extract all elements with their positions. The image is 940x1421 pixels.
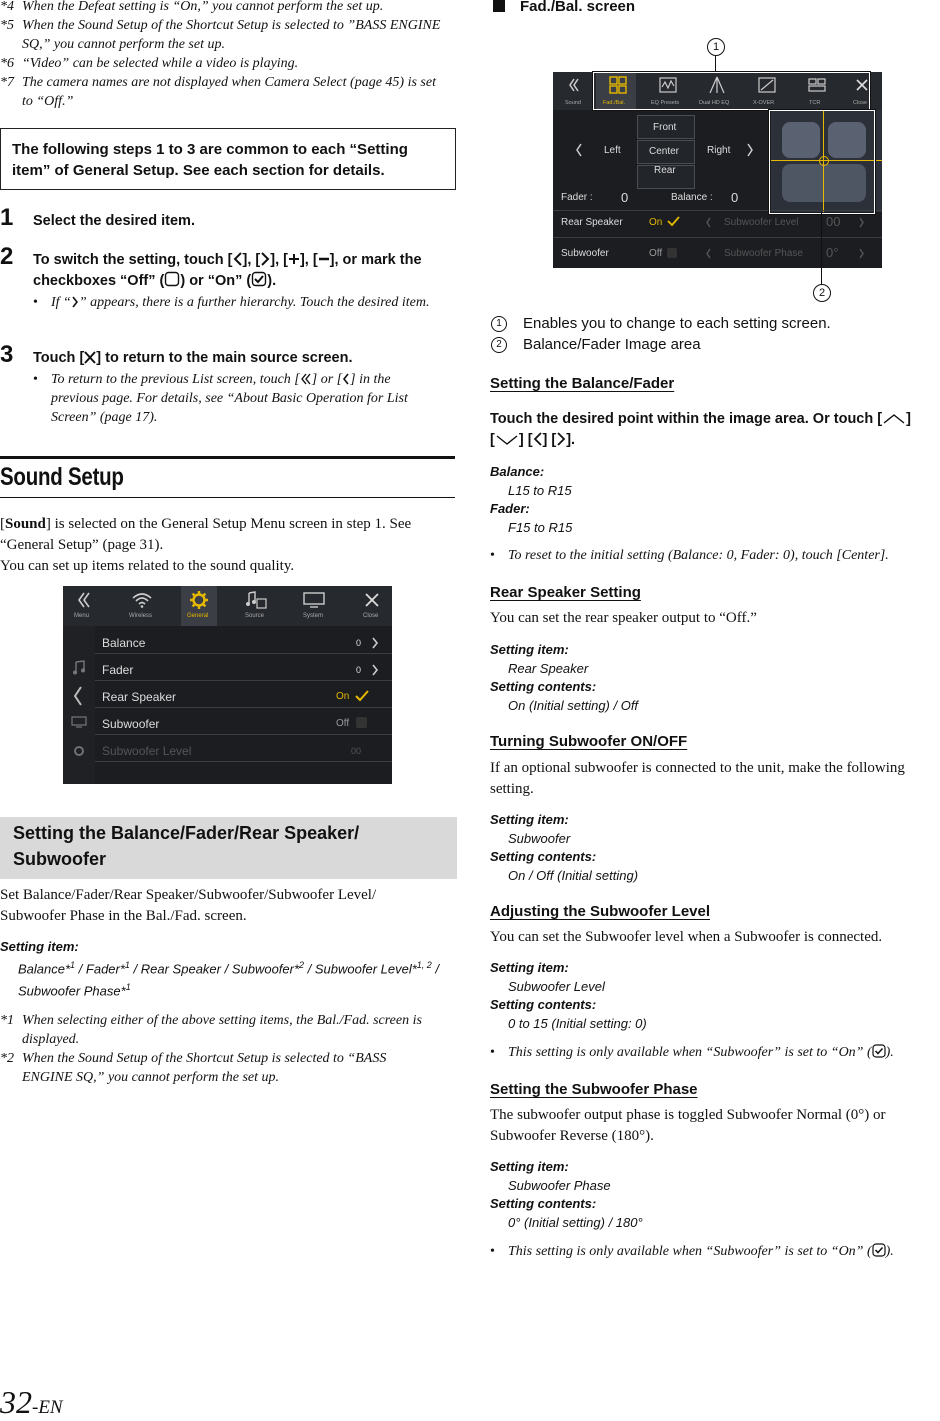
subwoofer-phase-label: Subwoofer Phase — [724, 248, 803, 259]
callout-text: Balance/Fader Image area — [523, 336, 701, 353]
chevron-down-icon — [495, 434, 519, 446]
list-item-label[interactable]: Balance — [102, 636, 146, 650]
bullet: • To return to the previous List screen, touch [ ] or [ ] in the previous page. For details, see “About Basic Operation for List Screen” (page 17). — [33, 372, 408, 425]
text: ] or [ — [311, 372, 343, 387]
text: ] is selected on the General Setup Menu screen in step 1. See “General Setup” (page 31). — [0, 516, 412, 553]
double-chevron-left-icon — [300, 373, 312, 385]
subwoofer-level-label: Subwoofer Level — [724, 217, 799, 228]
chevron-right-icon — [858, 248, 865, 259]
text: Setting the Balance/Fader/Rear Speaker/ Subwoofer — [13, 823, 360, 869]
callout-line — [821, 213, 822, 284]
setting-contents-value: 0 to 15 (Initial setting: 0) — [508, 1016, 647, 1031]
list-item-value: 00 — [351, 746, 362, 756]
list-item-label[interactable]: Rear Speaker — [102, 690, 177, 704]
tab-label[interactable]: Wireless — [129, 613, 153, 619]
checkmark-icon[interactable] — [355, 690, 369, 702]
setting-label: Balance: — [490, 464, 545, 479]
section-heading: Rear Speaker Setting — [490, 584, 641, 601]
setting-item-label: Setting item: — [490, 1159, 569, 1174]
paragraph — [0, 514, 455, 556]
close-icon[interactable] — [365, 593, 379, 607]
subsection-heading: Fad./Bal. screen — [520, 0, 636, 15]
chevron-up-icon — [882, 413, 906, 425]
footnote-mark: *5 — [0, 18, 14, 33]
tab-label[interactable]: Fad./Bal. — [603, 100, 626, 106]
tab-label[interactable]: Menu — [74, 613, 90, 619]
setting-contents-label: Setting contents: — [490, 679, 597, 694]
subwoofer-label[interactable]: Subwoofer — [561, 248, 609, 259]
checkmark-icon[interactable] — [667, 216, 680, 227]
section-heading: Adjusting the Subwoofer Level — [490, 903, 711, 920]
section-rule — [0, 456, 455, 459]
paragraph: Set Balance/Fader/Rear Speaker/Subwoofer/Subwoofer Level/ Subwoofer Phase in the Bal./Fad. screen. — [0, 887, 377, 924]
tab-label[interactable]: TCR — [809, 100, 821, 106]
list-item-value: 0 — [356, 638, 362, 648]
checkbox-off-icon — [164, 271, 180, 287]
setting-contents-value: 0° (Initial setting) / 180° — [508, 1215, 643, 1230]
text: ], [ — [299, 252, 318, 268]
step-number: 3 — [0, 341, 14, 368]
text: ], or mark the checkboxes “Off” ( — [33, 252, 422, 289]
music-source-icon — [245, 590, 267, 610]
text: [ — [0, 516, 5, 532]
callout-marker: 1 — [491, 316, 507, 332]
front-label: Front — [653, 122, 677, 133]
music-note-icon — [72, 660, 86, 676]
center-label: Center — [649, 146, 680, 157]
section-heading: Setting the Balance/Fader — [490, 375, 675, 392]
footnote — [0, 54, 455, 73]
list-item-value: Off — [336, 718, 350, 729]
text: Touch [ — [33, 350, 85, 366]
text: To switch the setting, touch [ — [33, 252, 233, 268]
setting-contents-value: On / Off (Initial setting) — [508, 868, 639, 883]
chevron-right-icon[interactable] — [371, 664, 379, 676]
footnote-text: When the Sound Setup of the Shortcut Setup is selected to “BASS ENGINE SQ,” you cannot perform the set up. — [22, 1051, 387, 1085]
subwoofer-level-value: 00 — [826, 214, 841, 229]
chevron-right-icon — [71, 296, 79, 308]
callout-line — [715, 56, 716, 73]
tab-label[interactable]: Source — [245, 613, 265, 619]
chevron-right-icon — [858, 217, 865, 228]
setting-item-value: Rear Speaker — [508, 661, 589, 676]
footnote-text: When the Sound Setup of the Shortcut Setup is selected to ”BASS ENGINE SQ,” you cannot perform the set up. — [22, 18, 441, 52]
list-item-value: On — [336, 691, 350, 702]
paragraph: The subwoofer output phase is toggled Subwoofer Normal (0°) or Subwoofer Reverse (180°). — [490, 1107, 886, 1144]
back-icon — [77, 591, 91, 609]
bullet: • This setting is only available when “Subwoofer” is set to “On” ( ). — [490, 1244, 894, 1259]
setting-contents-label: Setting contents: — [490, 997, 597, 1012]
chevron-left-icon — [233, 252, 243, 266]
footnote-mark: *4 — [0, 0, 14, 14]
rear-speaker-label[interactable]: Rear Speaker — [561, 217, 623, 228]
text: To return to the previous List screen, touch [ — [51, 372, 300, 387]
setting-item-label: Setting item: — [490, 960, 569, 975]
chevron-left-icon[interactable] — [575, 143, 583, 157]
step-text — [33, 348, 353, 369]
callout-marker: 2 — [813, 284, 831, 302]
section-heading: Setting the Subwoofer Phase — [490, 1081, 698, 1098]
note-box — [0, 128, 456, 190]
instruction: Touch the desired point within the image area. Or touch [ ] [ ] [ ] [ ]. — [490, 411, 911, 448]
footnote-mark: *1 — [0, 1013, 14, 1028]
list-item-label[interactable]: Subwoofer — [102, 717, 160, 731]
chevron-left-icon — [705, 217, 712, 228]
square-bullet — [493, 0, 505, 12]
footnote-mark: *2 — [0, 1051, 14, 1066]
setting-item-value: Balance*$^1$ / Fader*$^1$ / Rear Speaker / Subwoofer*$^2$ / Subwoofer Level*$^{1, 2}$ / Subwoofer Phase*$^1$ — [18, 960, 440, 999]
step-text — [33, 250, 455, 292]
text: ). — [267, 273, 277, 289]
back-icon[interactable] — [568, 77, 580, 93]
tab-label[interactable]: Dual HD EQ — [699, 100, 730, 106]
chevron-right-icon — [260, 252, 270, 266]
footnote — [0, 16, 455, 54]
balance-label: Balance : — [671, 192, 713, 203]
callout-marker: 1 — [707, 38, 725, 56]
gear-icon — [72, 744, 86, 758]
list-item-label: Subwoofer Level — [102, 744, 192, 758]
text: Sound — [5, 516, 46, 532]
section-heading: Turning Subwoofer ON/OFF — [490, 733, 688, 750]
setting-contents-label: Setting contents: — [490, 1196, 597, 1211]
tab-label[interactable]: Close — [853, 100, 868, 106]
text: If “ — [51, 295, 71, 310]
checkbox-off[interactable] — [356, 717, 367, 728]
balance-value: 0 — [731, 190, 739, 205]
paragraph: You can set the rear speaker output to “Off.” — [490, 610, 757, 626]
bullet: • If “ ” appears, there is a further hierarchy. Touch the desired item. — [33, 295, 430, 310]
subwoofer-value: Off — [649, 248, 663, 259]
monitor-icon — [303, 592, 325, 608]
setting-item-label: Setting item: — [490, 642, 569, 657]
rear-label: Rear — [654, 165, 676, 176]
bullet: • To reset to the initial setting (Balance: 0, Fader: 0), touch [Center]. — [490, 548, 889, 563]
setting-item-label: Setting item: — [490, 812, 569, 827]
chevron-left-icon — [705, 248, 712, 259]
chevron-left-icon — [342, 373, 350, 385]
setting-item-value: Subwoofer Level — [508, 979, 605, 994]
step-number: 2 — [0, 243, 14, 270]
bullet: • This setting is only available when “Subwoofer” is set to “On” ( ). — [490, 1045, 894, 1060]
list-item-label[interactable]: Fader — [102, 663, 134, 677]
text: ” appears, there is a further hierarchy. Touch the desired item. — [78, 295, 430, 310]
setting-item-label: Setting item: — [0, 939, 79, 954]
monitor-icon — [71, 716, 87, 728]
setting-item-value: Subwoofer — [508, 831, 571, 846]
footnote — [0, 73, 455, 111]
list-item-value: 0 — [356, 665, 362, 675]
checkbox-on-icon — [872, 1243, 886, 1257]
plus-icon — [288, 252, 300, 266]
tab-label[interactable]: EQ Presets — [651, 100, 680, 106]
callout-marker: 2 — [491, 337, 507, 353]
subwoofer-phase-value: 0° — [826, 245, 839, 260]
section-title: Sound Setup — [0, 463, 124, 491]
left-label[interactable]: Left — [604, 145, 621, 156]
chevron-right-icon[interactable] — [371, 637, 379, 649]
chevron-right-icon — [556, 432, 566, 446]
paragraph: You can set up items related to the sound quality. — [0, 558, 295, 574]
setting-label: Fader: — [490, 501, 530, 516]
footnote-text: When selecting either of the above setting items, the Bal./Fad. screen is displayed. — [22, 1013, 422, 1047]
footnote-text: “Video” can be selected while a video is playing. — [22, 56, 299, 71]
footnote-text: When the Defeat setting is “On,” you cannot perform the set up. — [22, 0, 384, 14]
text: ] in the previous page. For details, see “About Basic Operation for List Screen” (page 17). — [51, 372, 408, 425]
chevron-right-icon[interactable] — [746, 143, 754, 157]
footnote — [0, 0, 455, 16]
callout-frame — [769, 110, 875, 214]
fader-label: Fader : — [561, 192, 593, 203]
section-rule — [0, 497, 455, 498]
general-setup-screenshot — [63, 586, 392, 784]
text: ) or “On” ( — [180, 273, 252, 289]
setting-value: F15 to R15 — [508, 520, 573, 535]
tab-label[interactable]: General — [187, 613, 209, 619]
paragraph: If an optional subwoofer is connected to the unit, make the following setting. — [490, 760, 905, 797]
right-label[interactable]: Right — [707, 145, 731, 156]
note-text: The following steps 1 to 3 are common to each “Setting item” of General Setup. See each section for details. — [12, 141, 408, 179]
tab-label[interactable]: System — [303, 613, 324, 619]
fader-value: 0 — [621, 190, 629, 205]
page-number: 32-EN — [0, 1384, 63, 1420]
step-number: 1 — [0, 204, 14, 231]
gear-icon — [189, 590, 209, 610]
setting-item-value: Subwoofer Phase — [508, 1178, 611, 1193]
close-icon — [84, 351, 96, 364]
setting-contents-value: On (Initial setting) / Off — [508, 698, 639, 713]
wifi-icon — [131, 592, 153, 608]
chevron-left-icon[interactable] — [73, 686, 83, 706]
checkbox-on-icon — [251, 271, 267, 287]
footnote — [0, 1011, 455, 1049]
rear-speaker-value: On — [649, 217, 663, 228]
minus-icon — [318, 252, 330, 266]
callout-frame — [593, 72, 870, 110]
checkbox-on-icon — [872, 1044, 886, 1058]
callout-text: Enables you to change to each setting screen. — [523, 315, 831, 332]
footnote-mark: *7 — [0, 75, 14, 90]
tab-label[interactable]: Sound — [565, 100, 581, 106]
text: ] to return to the main source screen. — [96, 350, 353, 366]
tab-label[interactable]: X-OVER — [753, 100, 775, 106]
grey-section-heading — [0, 817, 457, 879]
text: ], [ — [242, 252, 261, 268]
checkbox-off[interactable] — [667, 248, 677, 258]
footnote-text: The camera names are not displayed when Camera Select (page 45) is set to “Off.” — [22, 75, 436, 109]
setting-value: L15 to R15 — [508, 483, 572, 498]
step-text: Select the desired item. — [33, 213, 195, 229]
footnote-mark: *6 — [0, 56, 14, 71]
tab-label[interactable]: Close — [363, 613, 379, 619]
chevron-left-icon — [533, 432, 543, 446]
paragraph: You can set the Subwoofer level when a Subwoofer is connected. — [490, 929, 883, 945]
text: ], [ — [270, 252, 288, 268]
footnote — [0, 1049, 455, 1087]
setting-contents-label: Setting contents: — [490, 849, 597, 864]
